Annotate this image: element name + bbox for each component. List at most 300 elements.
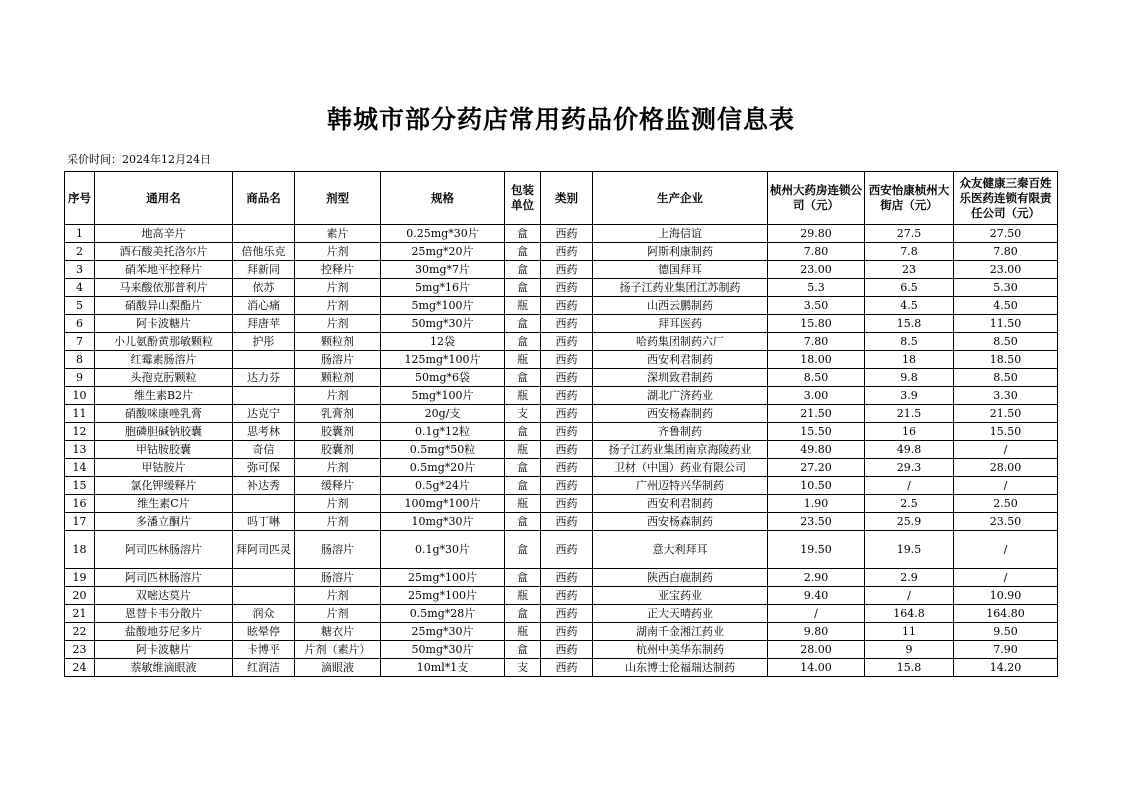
cell-seq: 12 [65, 423, 95, 441]
cell-store1-price: 49.80 [768, 441, 865, 459]
cell-spec: 12袋 [381, 333, 505, 351]
header-category: 类别 [541, 172, 593, 225]
header-pack-unit: 包装单位 [505, 172, 541, 225]
table-row [65, 477, 1058, 495]
cell-store2-price: 16 [865, 423, 954, 441]
cell-manufacturer: 西安杨森制药 [593, 513, 768, 531]
cell-store1-price: 14.00 [768, 659, 865, 677]
header-dosage-form: 剂型 [295, 172, 381, 225]
cell-store3-price: 2.50 [954, 495, 1058, 513]
cell-brand-name: 奇信 [233, 441, 295, 459]
cell-pack-unit: 支 [505, 405, 541, 423]
cell-store1-price: 15.80 [768, 315, 865, 333]
cell-generic-name: 硝苯地平控释片 [95, 261, 233, 279]
cell-pack-unit: 盒 [505, 569, 541, 587]
cell-brand-name: 拜阿司匹灵 [233, 531, 295, 569]
cell-store3-price: 27.50 [954, 225, 1058, 243]
cell-store1-price: 8.50 [768, 369, 865, 387]
cell-manufacturer: 湖南千金湘江药业 [593, 623, 768, 641]
cell-generic-name: 红霉素肠溶片 [95, 351, 233, 369]
cell-category: 西药 [541, 423, 593, 441]
header-row [65, 172, 1058, 225]
cell-category: 西药 [541, 351, 593, 369]
cell-generic-name: 甲钴胺胶囊 [95, 441, 233, 459]
cell-seq: 2 [65, 243, 95, 261]
table-row [65, 351, 1058, 369]
table-body [65, 225, 1058, 677]
header-store2: 西安怡康桢州大街店（元） [865, 172, 954, 225]
cell-pack-unit: 盒 [505, 477, 541, 495]
table-row [65, 495, 1058, 513]
cell-store2-price: 9.8 [865, 369, 954, 387]
cell-brand-name: 消心痛 [233, 297, 295, 315]
cell-store1-price: 7.80 [768, 243, 865, 261]
table-row [65, 369, 1058, 387]
cell-store2-price: 21.5 [865, 405, 954, 423]
cell-store1-price: 3.00 [768, 387, 865, 405]
cell-brand-name [233, 495, 295, 513]
header-manufacturer: 生产企业 [593, 172, 768, 225]
cell-seq: 6 [65, 315, 95, 333]
cell-manufacturer: 广州迈特兴华制药 [593, 477, 768, 495]
cell-store3-price: 8.50 [954, 369, 1058, 387]
cell-store1-price: 29.80 [768, 225, 865, 243]
cell-seq: 9 [65, 369, 95, 387]
cell-seq: 11 [65, 405, 95, 423]
cell-pack-unit: 瓶 [505, 351, 541, 369]
cell-spec: 5mg*100片 [381, 297, 505, 315]
cell-store1-price: 10.50 [768, 477, 865, 495]
cell-store1-price: / [768, 605, 865, 623]
cell-store1-price: 18.00 [768, 351, 865, 369]
cell-store1-price: 21.50 [768, 405, 865, 423]
table-row [65, 587, 1058, 605]
cell-category: 西药 [541, 569, 593, 587]
cell-generic-name: 氯化钾缓释片 [95, 477, 233, 495]
cell-generic-name: 维生素B2片 [95, 387, 233, 405]
cell-spec: 50mg*6袋 [381, 369, 505, 387]
cell-store1-price: 1.90 [768, 495, 865, 513]
cell-store3-price: 14.20 [954, 659, 1058, 677]
cell-spec: 30mg*7片 [381, 261, 505, 279]
cell-dosage-form: 片剂 [295, 387, 381, 405]
cell-manufacturer: 正大天晴药业 [593, 605, 768, 623]
cell-seq: 7 [65, 333, 95, 351]
cell-pack-unit: 盒 [505, 333, 541, 351]
cell-brand-name: 卡博平 [233, 641, 295, 659]
cell-spec: 25mg*100片 [381, 587, 505, 605]
table-row [65, 641, 1058, 659]
cell-store3-price: / [954, 531, 1058, 569]
cell-manufacturer: 意大利拜耳 [593, 531, 768, 569]
table-row [65, 243, 1058, 261]
cell-category: 西药 [541, 297, 593, 315]
cell-pack-unit: 盒 [505, 459, 541, 477]
cell-store2-price: 3.9 [865, 387, 954, 405]
cell-store3-price: 4.50 [954, 297, 1058, 315]
cell-store1-price: 7.80 [768, 333, 865, 351]
cell-seq: 18 [65, 531, 95, 569]
cell-generic-name: 萘敏维滴眼液 [95, 659, 233, 677]
cell-spec: 100mg*100片 [381, 495, 505, 513]
cell-pack-unit: 瓶 [505, 387, 541, 405]
cell-dosage-form: 控释片 [295, 261, 381, 279]
cell-store2-price: 4.5 [865, 297, 954, 315]
cell-category: 西药 [541, 605, 593, 623]
cell-dosage-form: 肠溶片 [295, 351, 381, 369]
cell-category: 西药 [541, 531, 593, 569]
table-row [65, 513, 1058, 531]
cell-seq: 19 [65, 569, 95, 587]
table-row [65, 261, 1058, 279]
cell-generic-name: 多潘立酮片 [95, 513, 233, 531]
cell-manufacturer: 陕西白鹿制药 [593, 569, 768, 587]
cell-pack-unit: 盒 [505, 531, 541, 569]
cell-store1-price: 27.20 [768, 459, 865, 477]
cell-store1-price: 23.50 [768, 513, 865, 531]
cell-dosage-form: 胶囊剂 [295, 441, 381, 459]
cell-store1-price: 19.50 [768, 531, 865, 569]
table-row [65, 441, 1058, 459]
cell-generic-name: 头孢克肟颗粒 [95, 369, 233, 387]
cell-manufacturer: 阿斯利康制药 [593, 243, 768, 261]
cell-spec: 0.5mg*20片 [381, 459, 505, 477]
table-row [65, 279, 1058, 297]
cell-brand-name: 依苏 [233, 279, 295, 297]
cell-dosage-form: 片剂 [295, 587, 381, 605]
cell-store3-price: 8.50 [954, 333, 1058, 351]
cell-category: 西药 [541, 261, 593, 279]
cell-brand-name [233, 225, 295, 243]
cell-dosage-form: 乳膏剂 [295, 405, 381, 423]
cell-store3-price: 28.00 [954, 459, 1058, 477]
cell-pack-unit: 盒 [505, 423, 541, 441]
table-header [65, 172, 1058, 225]
cell-spec: 10mg*30片 [381, 513, 505, 531]
cell-dosage-form: 片剂 [295, 297, 381, 315]
cell-store2-price: 25.9 [865, 513, 954, 531]
cell-spec: 0.5mg*50粒 [381, 441, 505, 459]
cell-seq: 23 [65, 641, 95, 659]
cell-brand-name [233, 387, 295, 405]
cell-dosage-form: 片剂 [295, 513, 381, 531]
cell-category: 西药 [541, 333, 593, 351]
cell-category: 西药 [541, 659, 593, 677]
cell-dosage-form: 片剂 [295, 605, 381, 623]
cell-store3-price: 10.90 [954, 587, 1058, 605]
cell-seq: 16 [65, 495, 95, 513]
header-store3: 众友健康三秦百姓乐医药连锁有限责任公司（元） [954, 172, 1058, 225]
cell-pack-unit: 瓶 [505, 587, 541, 605]
cell-generic-name: 酒石酸美托洛尔片 [95, 243, 233, 261]
cell-manufacturer: 亚宝药业 [593, 587, 768, 605]
cell-store2-price: 164.8 [865, 605, 954, 623]
cell-pack-unit: 盒 [505, 513, 541, 531]
cell-seq: 3 [65, 261, 95, 279]
cell-brand-name: 思考林 [233, 423, 295, 441]
cell-store2-price: 7.8 [865, 243, 954, 261]
cell-generic-name: 盐酸地芬尼多片 [95, 623, 233, 641]
cell-brand-name: 拜唐苹 [233, 315, 295, 333]
cell-generic-name: 马来酸依那普利片 [95, 279, 233, 297]
cell-spec: 25mg*20片 [381, 243, 505, 261]
table-row [65, 333, 1058, 351]
cell-spec: 0.1g*12粒 [381, 423, 505, 441]
cell-generic-name: 双嘧达莫片 [95, 587, 233, 605]
cell-store1-price: 5.3 [768, 279, 865, 297]
cell-manufacturer: 扬子江药业集团江苏制药 [593, 279, 768, 297]
price-table [64, 171, 1058, 677]
cell-store2-price: 15.8 [865, 315, 954, 333]
cell-store2-price: 2.9 [865, 569, 954, 587]
cell-category: 西药 [541, 641, 593, 659]
cell-brand-name: 眩晕停 [233, 623, 295, 641]
cell-category: 西药 [541, 623, 593, 641]
table-row [65, 387, 1058, 405]
cell-store1-price: 9.40 [768, 587, 865, 605]
cell-spec: 0.5g*24片 [381, 477, 505, 495]
cell-store3-price: 9.50 [954, 623, 1058, 641]
cell-spec: 50mg*30片 [381, 641, 505, 659]
cell-brand-name: 达克宁 [233, 405, 295, 423]
cell-seq: 10 [65, 387, 95, 405]
cell-spec: 5mg*100片 [381, 387, 505, 405]
cell-generic-name: 甲钴胺片 [95, 459, 233, 477]
cell-store3-price: 7.90 [954, 641, 1058, 659]
cell-manufacturer: 德国拜耳 [593, 261, 768, 279]
cell-store2-price: 11 [865, 623, 954, 641]
cell-brand-name: 拜新同 [233, 261, 295, 279]
cell-pack-unit: 盒 [505, 315, 541, 333]
cell-manufacturer: 齐鲁制药 [593, 423, 768, 441]
cell-store3-price: / [954, 477, 1058, 495]
table-row [65, 405, 1058, 423]
cell-generic-name: 恩替卡韦分散片 [95, 605, 233, 623]
cell-category: 西药 [541, 477, 593, 495]
cell-manufacturer: 西安杨森制药 [593, 405, 768, 423]
cell-dosage-form: 片剂 [295, 279, 381, 297]
cell-generic-name: 阿卡波糖片 [95, 641, 233, 659]
cell-generic-name: 小儿氨酚黄那敏颗粒 [95, 333, 233, 351]
table-row [65, 623, 1058, 641]
cell-spec: 20g/支 [381, 405, 505, 423]
cell-store3-price: / [954, 569, 1058, 587]
collection-date: 采价时间：2024年12月24日 [67, 153, 211, 166]
table-row [65, 459, 1058, 477]
cell-generic-name: 硝酸咪康唑乳膏 [95, 405, 233, 423]
table-row [65, 531, 1058, 569]
cell-store1-price: 3.50 [768, 297, 865, 315]
cell-manufacturer: 卫材（中国）药业有限公司 [593, 459, 768, 477]
cell-seq: 24 [65, 659, 95, 677]
cell-store3-price: / [954, 441, 1058, 459]
cell-store3-price: 21.50 [954, 405, 1058, 423]
cell-manufacturer: 西安利君制药 [593, 495, 768, 513]
cell-store3-price: 15.50 [954, 423, 1058, 441]
cell-manufacturer: 山西云鹏制药 [593, 297, 768, 315]
cell-spec: 25mg*30片 [381, 623, 505, 641]
cell-dosage-form: 胶囊剂 [295, 423, 381, 441]
cell-category: 西药 [541, 441, 593, 459]
cell-manufacturer: 拜耳医药 [593, 315, 768, 333]
cell-generic-name: 胞磷胆碱钠胶囊 [95, 423, 233, 441]
cell-store2-price: / [865, 477, 954, 495]
cell-category: 西药 [541, 243, 593, 261]
cell-spec: 0.25mg*30片 [381, 225, 505, 243]
cell-dosage-form: 肠溶片 [295, 569, 381, 587]
cell-dosage-form: 缓释片 [295, 477, 381, 495]
header-store1: 桢州大药房连锁公司（元） [768, 172, 865, 225]
cell-seq: 21 [65, 605, 95, 623]
header-brand-name: 商品名 [233, 172, 295, 225]
cell-store2-price: 49.8 [865, 441, 954, 459]
cell-generic-name: 维生素C片 [95, 495, 233, 513]
cell-store3-price: 23.50 [954, 513, 1058, 531]
cell-store2-price: 15.8 [865, 659, 954, 677]
cell-pack-unit: 盒 [505, 605, 541, 623]
cell-category: 西药 [541, 369, 593, 387]
cell-store2-price: 6.5 [865, 279, 954, 297]
cell-manufacturer: 哈药集团制药六厂 [593, 333, 768, 351]
cell-store3-price: 23.00 [954, 261, 1058, 279]
cell-brand-name: 补达秀 [233, 477, 295, 495]
cell-pack-unit: 支 [505, 659, 541, 677]
cell-dosage-form: 片剂 [295, 495, 381, 513]
cell-pack-unit: 盒 [505, 243, 541, 261]
cell-brand-name [233, 569, 295, 587]
cell-store2-price: / [865, 587, 954, 605]
cell-pack-unit: 瓶 [505, 623, 541, 641]
cell-pack-unit: 瓶 [505, 441, 541, 459]
cell-spec: 0.5mg*28片 [381, 605, 505, 623]
cell-category: 西药 [541, 315, 593, 333]
cell-spec: 50mg*30片 [381, 315, 505, 333]
cell-category: 西药 [541, 225, 593, 243]
table-row [65, 423, 1058, 441]
cell-category: 西药 [541, 495, 593, 513]
cell-seq: 4 [65, 279, 95, 297]
cell-store3-price: 5.30 [954, 279, 1058, 297]
cell-manufacturer: 上海信谊 [593, 225, 768, 243]
cell-store2-price: 18 [865, 351, 954, 369]
cell-seq: 8 [65, 351, 95, 369]
cell-dosage-form: 片剂 [295, 315, 381, 333]
cell-manufacturer: 杭州中美华东制药 [593, 641, 768, 659]
cell-spec: 25mg*100片 [381, 569, 505, 587]
table-row [65, 297, 1058, 315]
cell-brand-name: 倍他乐克 [233, 243, 295, 261]
cell-store3-price: 18.50 [954, 351, 1058, 369]
header-seq: 序号 [65, 172, 95, 225]
table-row [65, 315, 1058, 333]
cell-store2-price: 23 [865, 261, 954, 279]
cell-store1-price: 2.90 [768, 569, 865, 587]
cell-dosage-form: 片剂（素片） [295, 641, 381, 659]
table-row [65, 605, 1058, 623]
cell-dosage-form: 颗粒剂 [295, 369, 381, 387]
cell-dosage-form: 肠溶片 [295, 531, 381, 569]
cell-generic-name: 阿卡波糖片 [95, 315, 233, 333]
cell-store1-price: 9.80 [768, 623, 865, 641]
header-spec: 规格 [381, 172, 505, 225]
cell-brand-name: 弥可保 [233, 459, 295, 477]
cell-seq: 20 [65, 587, 95, 605]
cell-category: 西药 [541, 459, 593, 477]
cell-brand-name: 达力芬 [233, 369, 295, 387]
cell-generic-name: 阿司匹林肠溶片 [95, 531, 233, 569]
cell-seq: 17 [65, 513, 95, 531]
cell-category: 西药 [541, 405, 593, 423]
cell-store3-price: 7.80 [954, 243, 1058, 261]
cell-brand-name: 吗丁啉 [233, 513, 295, 531]
cell-store3-price: 164.80 [954, 605, 1058, 623]
cell-brand-name: 护彤 [233, 333, 295, 351]
cell-store2-price: 2.5 [865, 495, 954, 513]
cell-store1-price: 28.00 [768, 641, 865, 659]
cell-pack-unit: 盒 [505, 225, 541, 243]
cell-store1-price: 15.50 [768, 423, 865, 441]
cell-seq: 13 [65, 441, 95, 459]
cell-generic-name: 阿司匹林肠溶片 [95, 569, 233, 587]
cell-manufacturer: 湖北广济药业 [593, 387, 768, 405]
cell-store2-price: 19.5 [865, 531, 954, 569]
cell-generic-name: 硝酸异山梨酯片 [95, 297, 233, 315]
cell-store1-price: 23.00 [768, 261, 865, 279]
cell-dosage-form: 片剂 [295, 459, 381, 477]
cell-category: 西药 [541, 513, 593, 531]
cell-store2-price: 9 [865, 641, 954, 659]
cell-pack-unit: 盒 [505, 279, 541, 297]
cell-category: 西药 [541, 387, 593, 405]
cell-brand-name: 润众 [233, 605, 295, 623]
cell-store2-price: 27.5 [865, 225, 954, 243]
cell-dosage-form: 糖衣片 [295, 623, 381, 641]
cell-pack-unit: 盒 [505, 369, 541, 387]
cell-pack-unit: 盒 [505, 261, 541, 279]
cell-store2-price: 29.3 [865, 459, 954, 477]
cell-manufacturer: 西安利君制药 [593, 351, 768, 369]
header-generic-name: 通用名 [95, 172, 233, 225]
cell-brand-name: 红润洁 [233, 659, 295, 677]
cell-seq: 22 [65, 623, 95, 641]
cell-dosage-form: 片剂 [295, 243, 381, 261]
cell-category: 西药 [541, 279, 593, 297]
cell-seq: 5 [65, 297, 95, 315]
cell-generic-name: 地高辛片 [95, 225, 233, 243]
cell-manufacturer: 深圳致君制药 [593, 369, 768, 387]
cell-category: 西药 [541, 587, 593, 605]
cell-spec: 10ml*1支 [381, 659, 505, 677]
cell-store2-price: 8.5 [865, 333, 954, 351]
cell-spec: 5mg*16片 [381, 279, 505, 297]
table-row [65, 659, 1058, 677]
cell-manufacturer: 扬子江药业集团南京海陵药业 [593, 441, 768, 459]
table-row [65, 569, 1058, 587]
cell-seq: 15 [65, 477, 95, 495]
cell-spec: 125mg*100片 [381, 351, 505, 369]
cell-dosage-form: 素片 [295, 225, 381, 243]
table-row [65, 225, 1058, 243]
cell-dosage-form: 颗粒剂 [295, 333, 381, 351]
cell-brand-name [233, 351, 295, 369]
cell-seq: 14 [65, 459, 95, 477]
cell-manufacturer: 山东博士伦福瑞达制药 [593, 659, 768, 677]
cell-pack-unit: 瓶 [505, 495, 541, 513]
cell-seq: 1 [65, 225, 95, 243]
cell-store3-price: 11.50 [954, 315, 1058, 333]
page-title: 韩城市部分药店常用药品价格监测信息表 [326, 105, 795, 134]
cell-dosage-form: 滴眼液 [295, 659, 381, 677]
